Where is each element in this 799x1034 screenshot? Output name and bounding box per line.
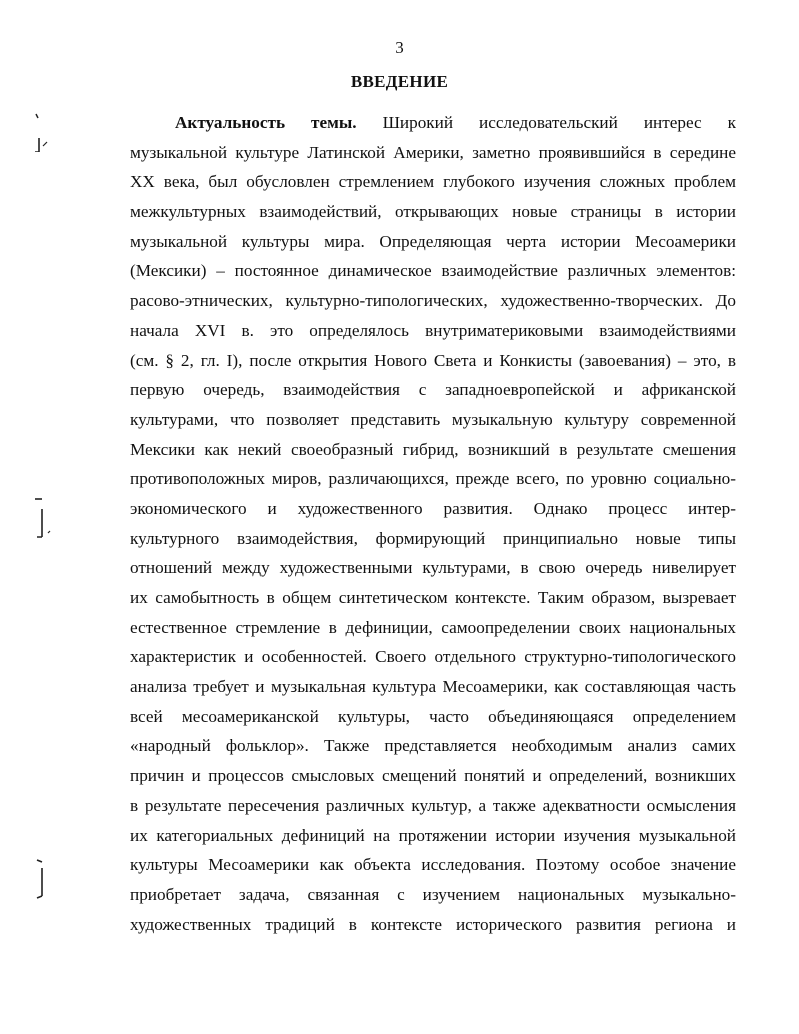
text-line: начала XVI в. это определялось внутриматериковыми взаимодействиями	[130, 320, 736, 340]
text-line: музыкальной культуре Латинской Америки, заметно проявившийся в середине	[130, 142, 736, 162]
text-line: культурами, что позволяет представить музыкальную культуру современной	[130, 409, 736, 429]
text-line: (Мексики) – постоянное динамическое взаимодействие различных элементов:	[130, 261, 736, 281]
text-line: их категориальных дефиниций на протяжении истории изучения музыкальной	[130, 825, 736, 845]
text-line: XX века, был обусловлен стремлением глубокого изучения сложных проблем	[130, 172, 736, 192]
text-line: их самобытность в общем синтетическом контексте. Таким образом, вызревает	[130, 588, 736, 607]
text-line: культурного взаимодействия, формирующий принципиально новые типы	[130, 528, 736, 548]
section-title: ВВЕДЕНИЕ	[350, 72, 449, 91]
text-line-fragment: Широкий исследовательский интерес к	[382, 113, 737, 132]
text-line: экономического и художественного развития. Однако процесс интер-	[130, 498, 736, 518]
binding-hole-mark	[30, 112, 50, 152]
paragraph-heading: Актуальность темы.	[175, 113, 357, 132]
body-text	[130, 108, 736, 939]
text-line: межкультурных взаимодействий, открывающих новые страницы в истории	[130, 202, 736, 222]
text-line: причин и процессов смысловых смещений понятий и определений, возникших	[130, 766, 736, 786]
text-line: приобретает задача, связанная с изучением национальных музыкально-	[130, 884, 736, 904]
text-line: естественное стремление в дефиниции, самоопределении своих национальных	[130, 617, 736, 637]
text-line: Мексики как некий своеобразный гибрид, возникший в результате смешения	[130, 439, 736, 459]
binding-hole-mark	[32, 495, 52, 547]
text-line: расово-этнических, культурно-типологических, художественно-творческих. До	[130, 291, 736, 311]
text-line: всей месоамериканской культуры, часто объединяющаяся определением	[130, 706, 736, 726]
text-line: «народный фольклор». Также представляется необходимым анализ самих	[130, 736, 736, 756]
text-line: характеристик и особенностей. Своего отдельного структурно-типологического	[130, 647, 736, 667]
text-line: художественных традиций в контексте исторического развития региона и	[130, 914, 736, 934]
text-line: анализа требует и музыкальная культура Месоамерики, как составляющая часть	[130, 677, 736, 697]
text-line: музыкальной культуры мира. Определяющая черта истории Месоамерики	[130, 231, 736, 251]
text-line: отношений между художественными культурами, в свою очередь нивелирует	[130, 558, 736, 578]
binding-hole-mark	[32, 856, 52, 906]
text-line: противоположных миров, различающихся, прежде всего, по уровню социально-	[130, 469, 736, 489]
page-number: 3	[395, 38, 404, 57]
text-line	[130, 108, 736, 138]
text-line: культуры Месоамерики как объекта исследования. Поэтому особое значение	[130, 855, 736, 875]
text-line: в результате пересечения различных культур, а также адекватности осмысления	[130, 795, 736, 815]
text-line: первую очередь, взаимодействия с западноевропейской и африканской	[130, 380, 736, 400]
text-line: (см. § 2, гл. I), после открытия Нового Света и Конкисты (завоевания) – это, в	[130, 350, 736, 370]
